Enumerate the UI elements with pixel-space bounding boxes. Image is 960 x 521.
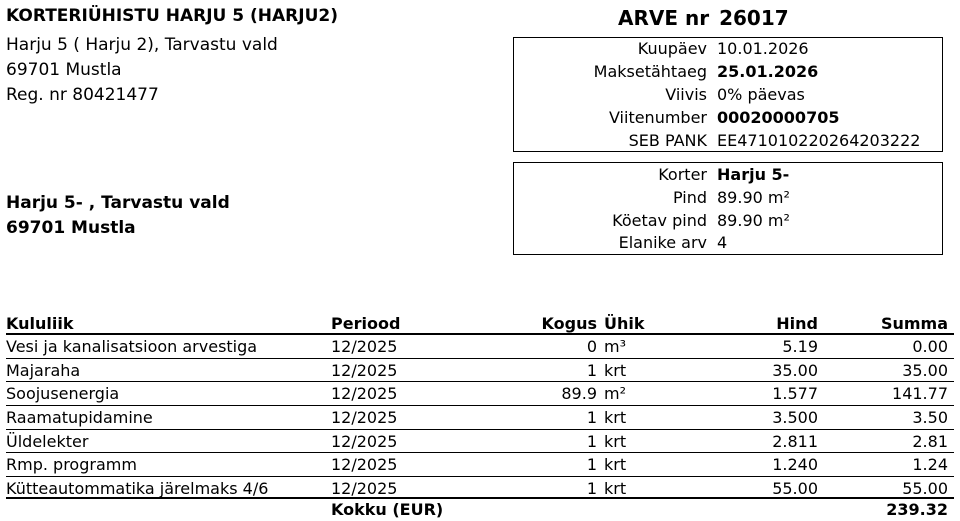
cell-cost-type: Soojusenergia: [6, 384, 120, 404]
field-label: Korter: [658, 165, 707, 184]
cell-period: 12/2025: [331, 479, 398, 499]
field-value: EE471010220264203222: [717, 131, 921, 150]
field-value: 89.90 m²: [717, 211, 790, 230]
field-value: 10.01.2026: [717, 39, 809, 58]
total-value: 239.32: [886, 500, 948, 519]
cell-unit: m²: [604, 384, 626, 404]
cell-period: 12/2025: [331, 455, 398, 475]
table-row: [6, 335, 954, 359]
cell-quantity: 1: [586, 455, 597, 475]
invoice-field-due-date: [514, 62, 942, 85]
field-label: Elanike arv: [618, 233, 707, 252]
cell-sum: 1.24: [912, 455, 948, 475]
field-label: Pind: [672, 188, 707, 207]
header-period: Periood: [331, 314, 401, 333]
invoice-title-label: ARVE nr: [618, 6, 710, 30]
costs-table: [6, 313, 954, 500]
invoice-field-date: [514, 39, 942, 62]
invoice-info-box: [513, 37, 943, 152]
table-row: [6, 430, 954, 454]
table-row: [6, 406, 954, 430]
field-value: 89.90 m²: [717, 188, 790, 207]
cell-sum: 35.00: [902, 360, 948, 380]
cell-unit: m³: [604, 337, 626, 356]
cell-price: 35.00: [772, 360, 818, 380]
invoice-field-reference: [514, 108, 942, 131]
cell-quantity: 0: [586, 337, 597, 356]
cell-unit: krt: [604, 455, 627, 475]
cell-price: 1.577: [772, 384, 818, 404]
cell-quantity: 1: [586, 479, 597, 499]
sender-reg-number: Reg. nr 80421477: [6, 85, 159, 105]
header-unit: Ühik: [604, 314, 645, 333]
cell-period: 12/2025: [331, 408, 398, 428]
cell-period: 12/2025: [331, 431, 398, 451]
sender-address-line1: Harju 5 ( Harju 2), Tarvastu vald: [6, 35, 278, 55]
header-price: Hind: [776, 314, 818, 333]
table-row: [6, 382, 954, 406]
cell-unit: krt: [604, 479, 627, 499]
recipient-address-line2: 69701 Mustla: [6, 218, 136, 238]
cell-price: 2.811: [772, 431, 818, 451]
apartment-field-residents: [514, 233, 942, 256]
cell-cost-type: Kütteautommatika järelmaks 4/6: [6, 479, 269, 499]
sender-name: KORTERIÜHISTU HARJU 5 (HARJU2): [6, 6, 338, 26]
field-value: Harju 5-: [717, 165, 790, 184]
cell-cost-type: Üldelekter: [6, 431, 89, 451]
cell-sum: 55.00: [902, 479, 948, 499]
invoice-number: 26017: [719, 6, 789, 30]
cell-period: 12/2025: [331, 360, 398, 380]
table-header-row: [6, 313, 954, 335]
cell-cost-type: Vesi ja kanalisatsioon arvestiga: [6, 337, 258, 356]
cell-period: 12/2025: [331, 384, 398, 404]
header-cost-type: Kululiik: [6, 314, 74, 333]
invoice-field-bank: [514, 131, 942, 154]
sender-address-line2: 69701 Mustla: [6, 60, 122, 80]
invoice-title: [618, 6, 789, 30]
cell-quantity: 89.9: [561, 384, 597, 404]
cell-sum: 141.77: [892, 384, 948, 404]
field-value: 00020000705: [717, 108, 840, 127]
cell-sum: 3.50: [912, 408, 948, 428]
apartment-field-area: [514, 188, 942, 211]
cell-unit: krt: [604, 431, 627, 451]
cell-unit: krt: [604, 408, 627, 428]
invoice-field-penalty: [514, 85, 942, 108]
recipient-address-line1: Harju 5- , Tarvastu vald: [6, 193, 230, 213]
cell-sum: 2.81: [912, 431, 948, 451]
apartment-field-heated-area: [514, 211, 942, 234]
cell-quantity: 1: [586, 408, 597, 428]
cell-price: 5.19: [782, 337, 818, 356]
table-row: [6, 359, 954, 383]
cell-cost-type: Majaraha: [6, 360, 81, 380]
field-value: 0% päevas: [717, 85, 805, 104]
apartment-field-unit: [514, 165, 942, 188]
cell-quantity: 1: [586, 431, 597, 451]
cell-cost-type: Rmp. programm: [6, 455, 137, 475]
cell-price: 55.00: [772, 479, 818, 499]
header-quantity: Kogus: [541, 314, 597, 333]
header-sum: Summa: [880, 314, 948, 333]
cell-sum: 0.00: [912, 337, 948, 356]
field-value: 25.01.2026: [717, 62, 819, 81]
cell-cost-type: Raamatupidamine: [6, 408, 153, 428]
table-row: [6, 453, 954, 477]
cell-quantity: 1: [586, 360, 597, 380]
cell-price: 1.240: [772, 455, 818, 475]
cell-price: 3.500: [772, 408, 818, 428]
total-label: Kokku (EUR): [331, 500, 444, 519]
field-label: Maksetähtaeg: [593, 62, 707, 81]
field-value: 4: [717, 233, 728, 252]
apartment-info-box: [513, 162, 943, 255]
field-label: SEB PANK: [628, 131, 707, 150]
field-label: Kuupäev: [637, 39, 707, 58]
field-label: Viivis: [665, 85, 707, 104]
cell-period: 12/2025: [331, 337, 398, 356]
table-divider: [6, 497, 954, 499]
cell-unit: krt: [604, 360, 627, 380]
field-label: Köetav pind: [612, 211, 707, 230]
field-label: Viitenumber: [608, 108, 707, 127]
